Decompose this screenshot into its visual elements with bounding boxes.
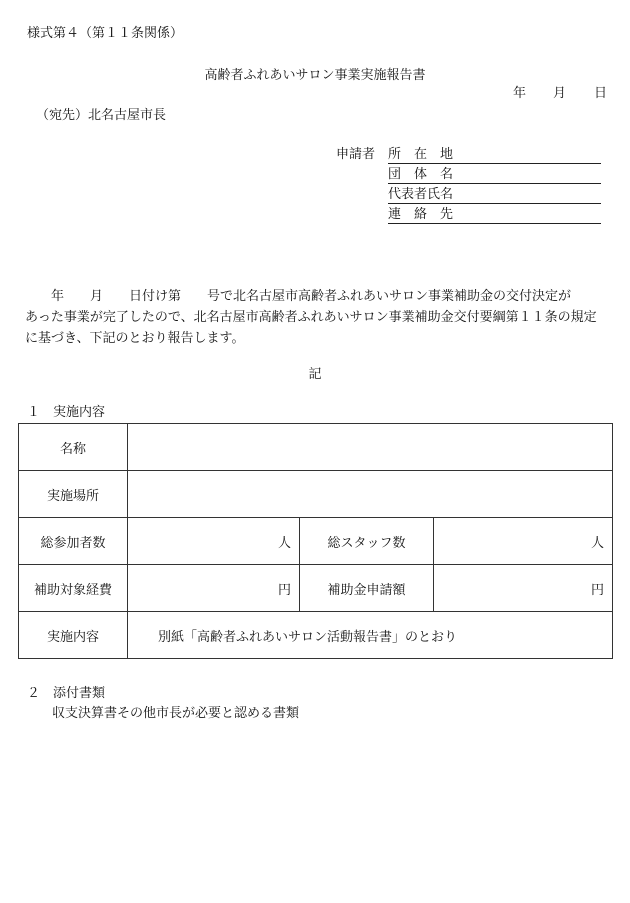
address-label: 所 在 地 — [388, 147, 454, 162]
form-number: 様式第４（第１１条関係） — [27, 26, 184, 41]
body-line-1: 年 月 日付け第 号で北名古屋市高齢者ふれあいサロン事業補助金の交付決定が — [25, 289, 572, 304]
date-year: 年 — [513, 86, 527, 101]
body-line-3: に基づき、下記のとおり報告します。 — [25, 331, 245, 346]
date-day: 日 — [594, 86, 608, 101]
cost-unit: 円 — [277, 582, 291, 598]
staff-value[interactable] — [434, 518, 613, 565]
body-paragraph — [25, 286, 610, 349]
content-label: 実施内容 — [19, 612, 128, 659]
contact-field[interactable] — [388, 207, 601, 224]
grant-label: 補助金申請額 — [300, 565, 434, 612]
document-title: 高齢者ふれあいサロン事業実施報告書 — [204, 68, 426, 83]
table-row — [19, 565, 613, 612]
name-value[interactable] — [128, 424, 613, 471]
table-row — [19, 471, 613, 518]
organization-field[interactable] — [388, 167, 601, 184]
content-value: 別紙「高齢者ふれあいサロン活動報告書」のとおり — [128, 612, 613, 659]
grant-unit: 円 — [591, 582, 605, 598]
grant-value[interactable] — [434, 565, 613, 612]
date-month: 月 — [553, 86, 567, 101]
table-row — [19, 424, 613, 471]
implementation-table — [18, 423, 613, 659]
contact-label: 連 絡 先 — [388, 207, 454, 222]
addressee: （宛先）北名古屋市長 — [36, 108, 167, 123]
venue-value[interactable] — [128, 471, 613, 518]
representative-field[interactable] — [388, 187, 601, 204]
table-row — [19, 612, 613, 659]
organization-label: 団 体 名 — [388, 167, 454, 182]
cost-value[interactable] — [128, 565, 300, 612]
staff-label: 総スタッフ数 — [300, 518, 434, 565]
cost-label: 補助対象経費 — [19, 565, 128, 612]
applicant-label: 申請者 — [336, 147, 376, 162]
representative-label: 代表者氏名 — [388, 187, 454, 202]
section2-heading: ２ 添付書類 — [27, 686, 106, 701]
address-field[interactable] — [388, 147, 601, 164]
venue-label: 実施場所 — [19, 471, 128, 518]
body-line-2: あった事業が完了したので、北名古屋市高齢者ふれあいサロン事業補助金交付要綱第１１条の規定 — [25, 310, 597, 325]
ki-heading: 記 — [308, 367, 322, 382]
attachment-item: 収支決算書その他市長が必要と認める書類 — [52, 706, 300, 721]
table-row — [19, 518, 613, 565]
participants-label: 総参加者数 — [19, 518, 128, 565]
staff-unit: 人 — [591, 535, 605, 551]
name-label: 名称 — [19, 424, 128, 471]
section1-heading: １ 実施内容 — [27, 405, 106, 420]
participants-value[interactable] — [128, 518, 300, 565]
participants-unit: 人 — [277, 535, 291, 551]
